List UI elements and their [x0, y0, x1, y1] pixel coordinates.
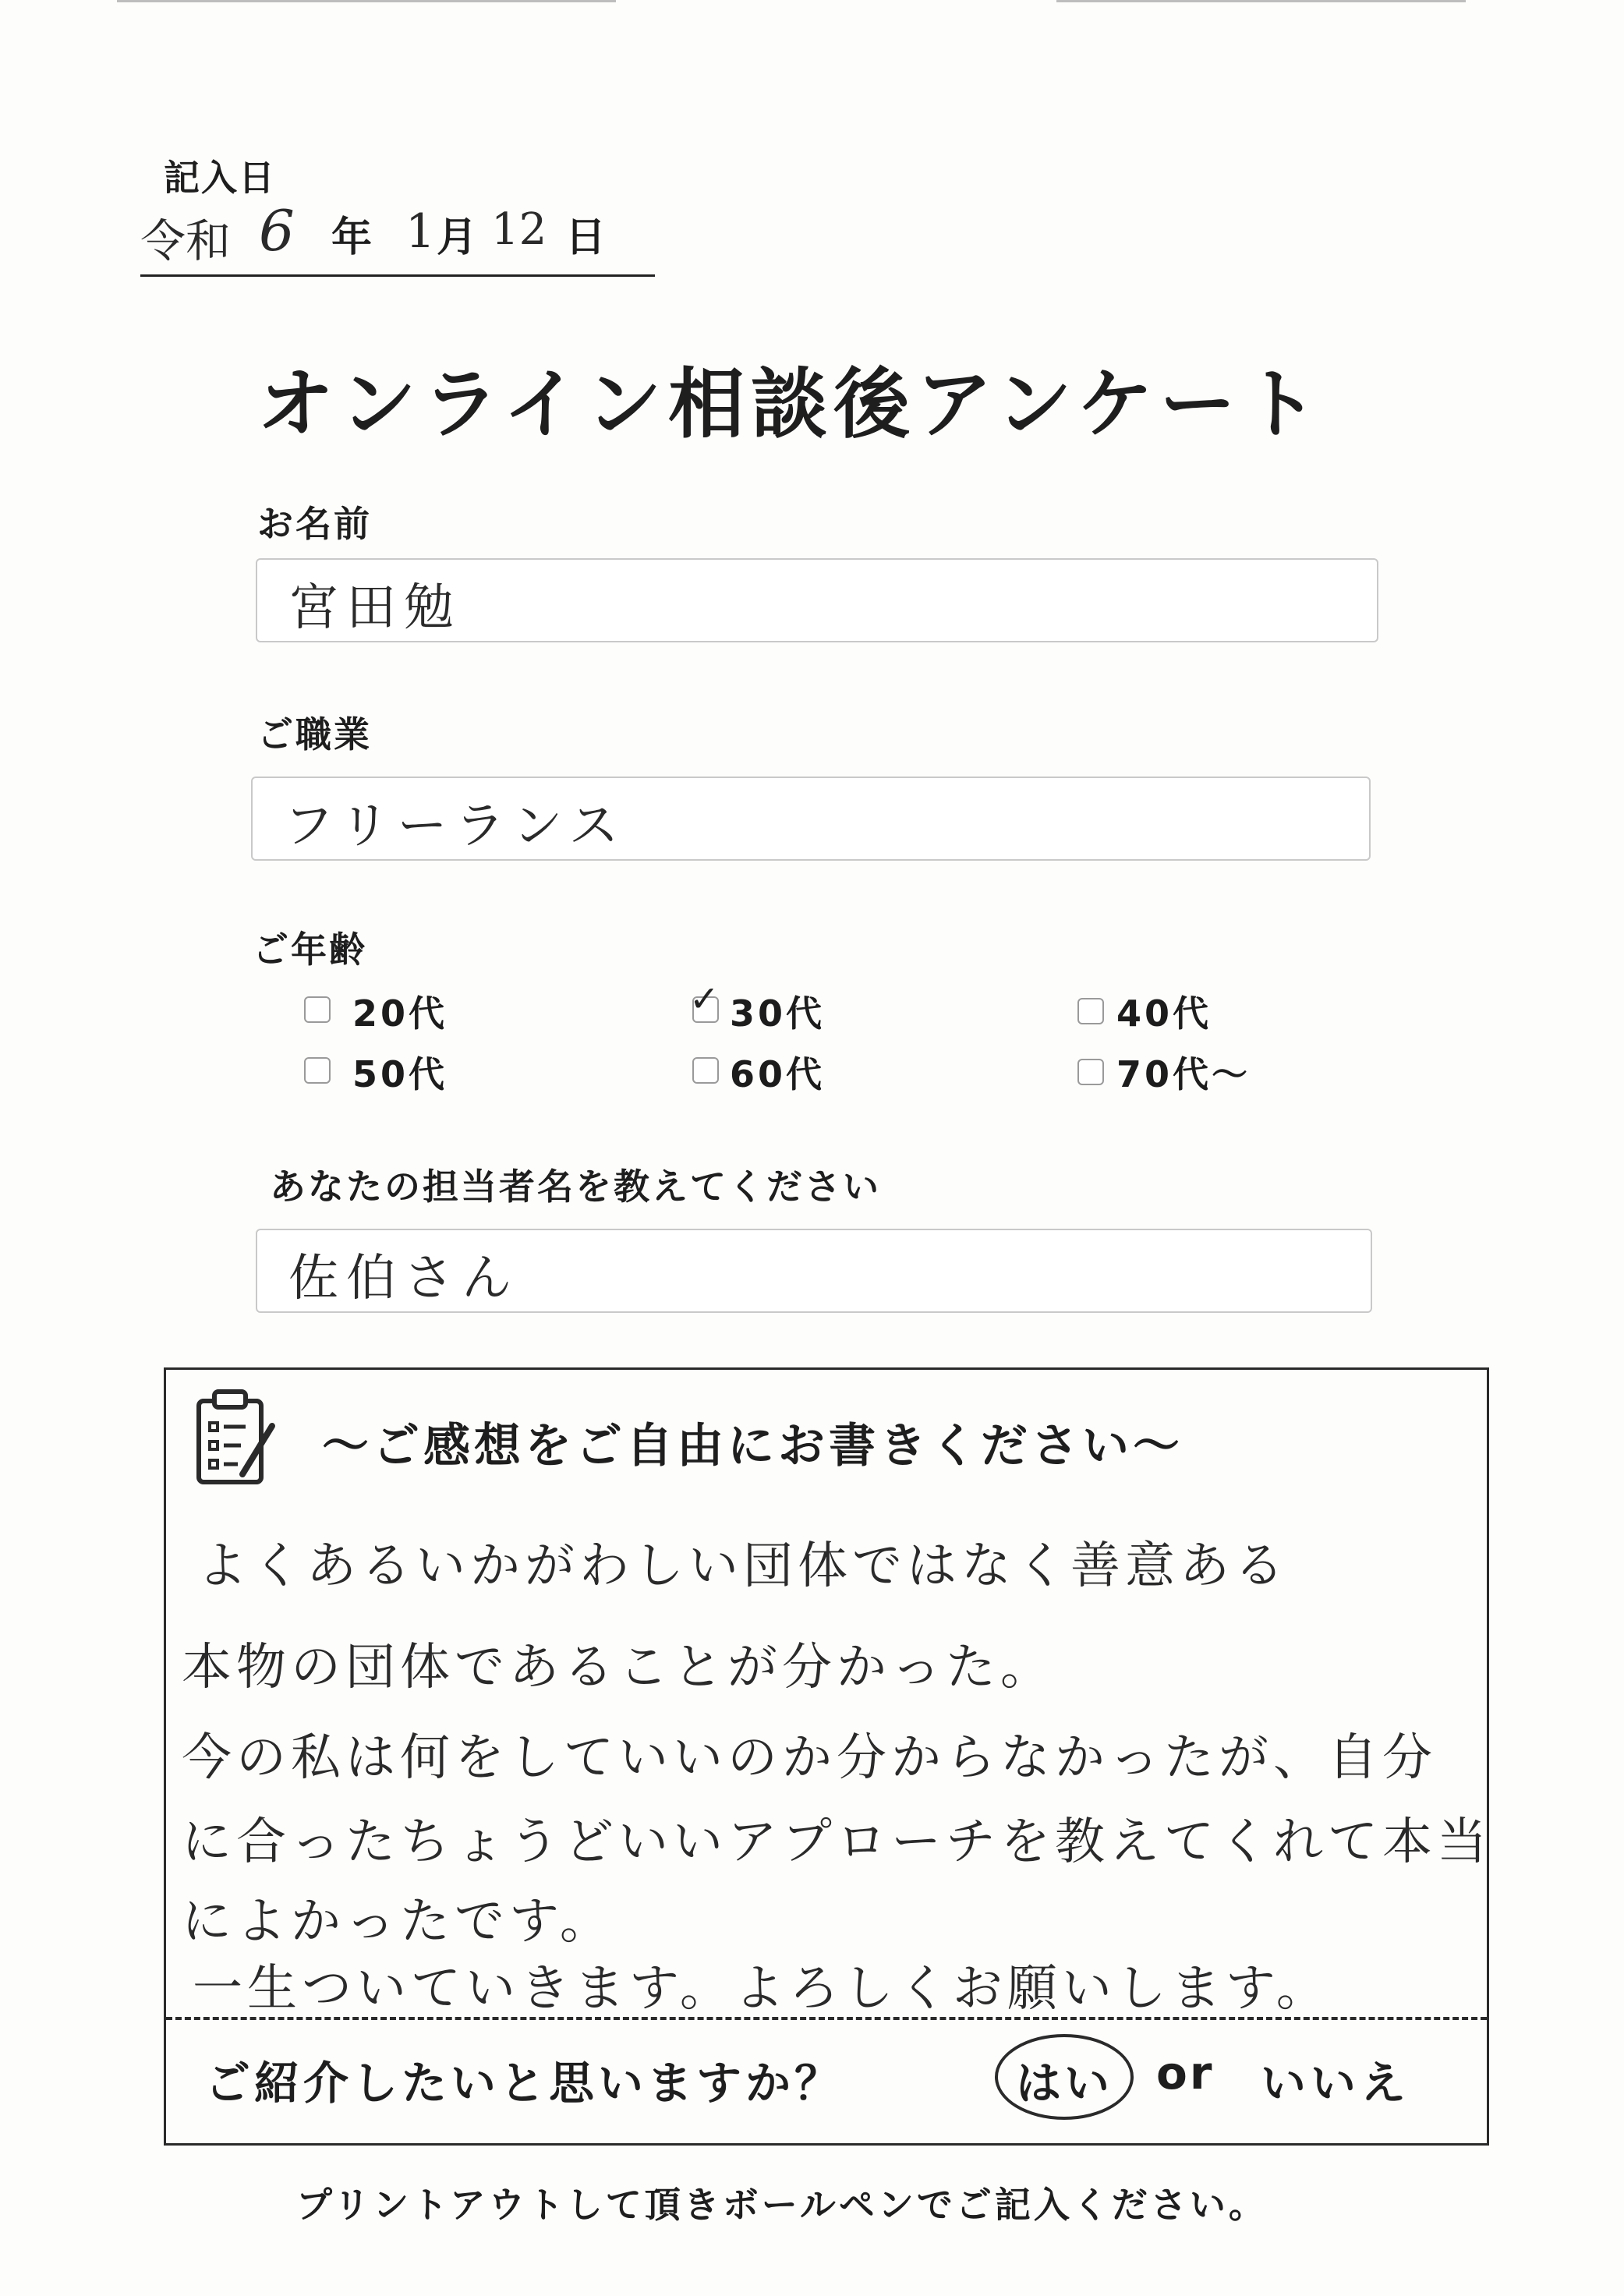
- age-40s-checkbox[interactable]: [1077, 998, 1104, 1024]
- check-mark-icon: ✓: [689, 978, 720, 1020]
- date-day-label: 日: [565, 214, 607, 261]
- age-70s-checkbox[interactable]: [1077, 1059, 1104, 1085]
- date-field[interactable]: [140, 198, 655, 277]
- comment-line-6: 一生ついていきます。よろしくお願いします。: [193, 1960, 1331, 2018]
- staff-label: あなたの担当者名を教えてください: [270, 1166, 881, 1208]
- age-50s-label: 50代: [352, 1053, 448, 1095]
- clipboard-icon: [194, 1387, 280, 1488]
- age-40s-label: 40代: [1116, 992, 1212, 1035]
- date-year-label: 年: [331, 214, 373, 261]
- comment-line-3: 今の私は何をしていいのか分からなかったが、自分: [182, 1729, 1437, 1787]
- page-title: オンライン相談後アンケート: [257, 360, 1325, 449]
- age-label: ご年齢: [253, 929, 367, 971]
- comment-line-4: に合ったちょうどいいアプローチを教えてくれて本当: [182, 1813, 1491, 1871]
- date-era: 令和: [140, 214, 232, 267]
- top-edge-line-right: [1056, 0, 1466, 2]
- name-field[interactable]: [256, 558, 1378, 642]
- referral-or: or: [1156, 2047, 1215, 2100]
- name-label: お名前: [257, 503, 372, 545]
- divider: [166, 2017, 1487, 2020]
- occupation-label: ご職業: [257, 713, 372, 755]
- age-60s-checkbox[interactable]: [692, 1057, 719, 1084]
- name-value: 宮田勉: [288, 579, 462, 637]
- comment-line-1: よくあるいかがわしい団体ではなく善意ある: [197, 1537, 1289, 1595]
- age-50s-checkbox[interactable]: [304, 1057, 331, 1084]
- age-30s-label: 30代: [730, 992, 826, 1035]
- age-20s-label: 20代: [352, 992, 448, 1035]
- date-month-label: 月: [437, 214, 478, 261]
- staff-field[interactable]: [256, 1229, 1372, 1313]
- occupation-value: フリーランス: [284, 798, 627, 855]
- date-day: 12: [491, 204, 547, 255]
- age-20s-checkbox[interactable]: [304, 996, 331, 1023]
- footer-note: プリントアウトして頂きボールペンでご記入ください。: [296, 2184, 1268, 2226]
- top-edge-line-left: [117, 0, 616, 2]
- comment-line-5: によかったです。: [182, 1893, 614, 1951]
- occupation-field[interactable]: [251, 777, 1371, 861]
- staff-value: 佐伯さん: [288, 1250, 519, 1307]
- age-60s-label: 60代: [730, 1053, 826, 1095]
- comments-box: [164, 1367, 1489, 2146]
- date-year: 6: [259, 198, 295, 264]
- age-70s-label: 70代〜: [1116, 1053, 1251, 1095]
- comments-heading: 〜ご感想をご自由にお書きください〜: [322, 1419, 1184, 1473]
- referral-no-option[interactable]: いいえ: [1261, 2057, 1411, 2110]
- date-month: 1: [405, 204, 436, 259]
- referral-yes-option[interactable]: はい: [1016, 2057, 1113, 2110]
- comment-line-2: 本物の団体であることが分かった。: [182, 1639, 1055, 1696]
- date-label: 記入日: [164, 157, 276, 199]
- selected-answer-circle: [995, 2034, 1134, 2120]
- referral-question: ご紹介したいと思いますか？: [205, 2057, 844, 2110]
